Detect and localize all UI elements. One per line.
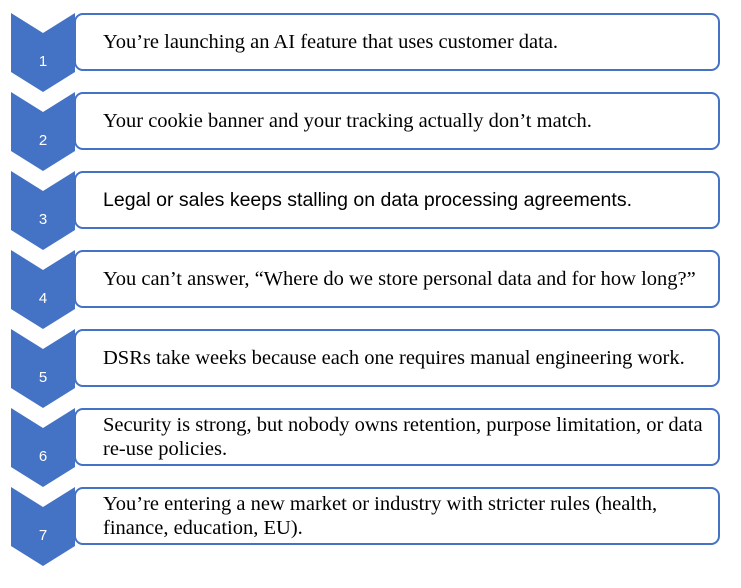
step-text: Security is strong, but nobody owns retention, purpose limitation, or data re-use policies. [103,414,703,460]
step-text: Legal or sales keeps stalling on data processing agreements. [103,189,632,211]
step-3 [0,171,741,251]
step-box [74,487,720,545]
step-7 [0,487,741,567]
step-6 [0,408,741,488]
step-number: 1 [38,53,48,70]
step-text: Your cookie banner and your tracking actually don’t match. [103,110,592,132]
step-number: 4 [38,290,48,307]
step-text: You’re launching an AI feature that uses customer data. [103,31,559,53]
step-box [74,171,720,229]
step-box [74,408,720,466]
step-number: 5 [38,369,48,386]
step-box [74,329,720,387]
step-4 [0,250,741,330]
step-number: 3 [38,211,48,228]
step-number: 7 [38,527,48,544]
step-1 [0,13,741,93]
step-text: You can’t answer, “Where do we store personal data and for how long?” [103,268,696,290]
step-2 [0,92,741,172]
step-text: DSRs take weeks because each one requires manual engineering work. [103,347,685,369]
step-box [74,250,720,308]
step-number: 6 [38,448,48,465]
step-box [74,13,720,71]
step-box [74,92,720,150]
step-text: You’re entering a new market or industry with stricter rules (health, finance, education, EU). [103,493,658,539]
step-number: 2 [38,132,48,149]
step-5 [0,329,741,409]
